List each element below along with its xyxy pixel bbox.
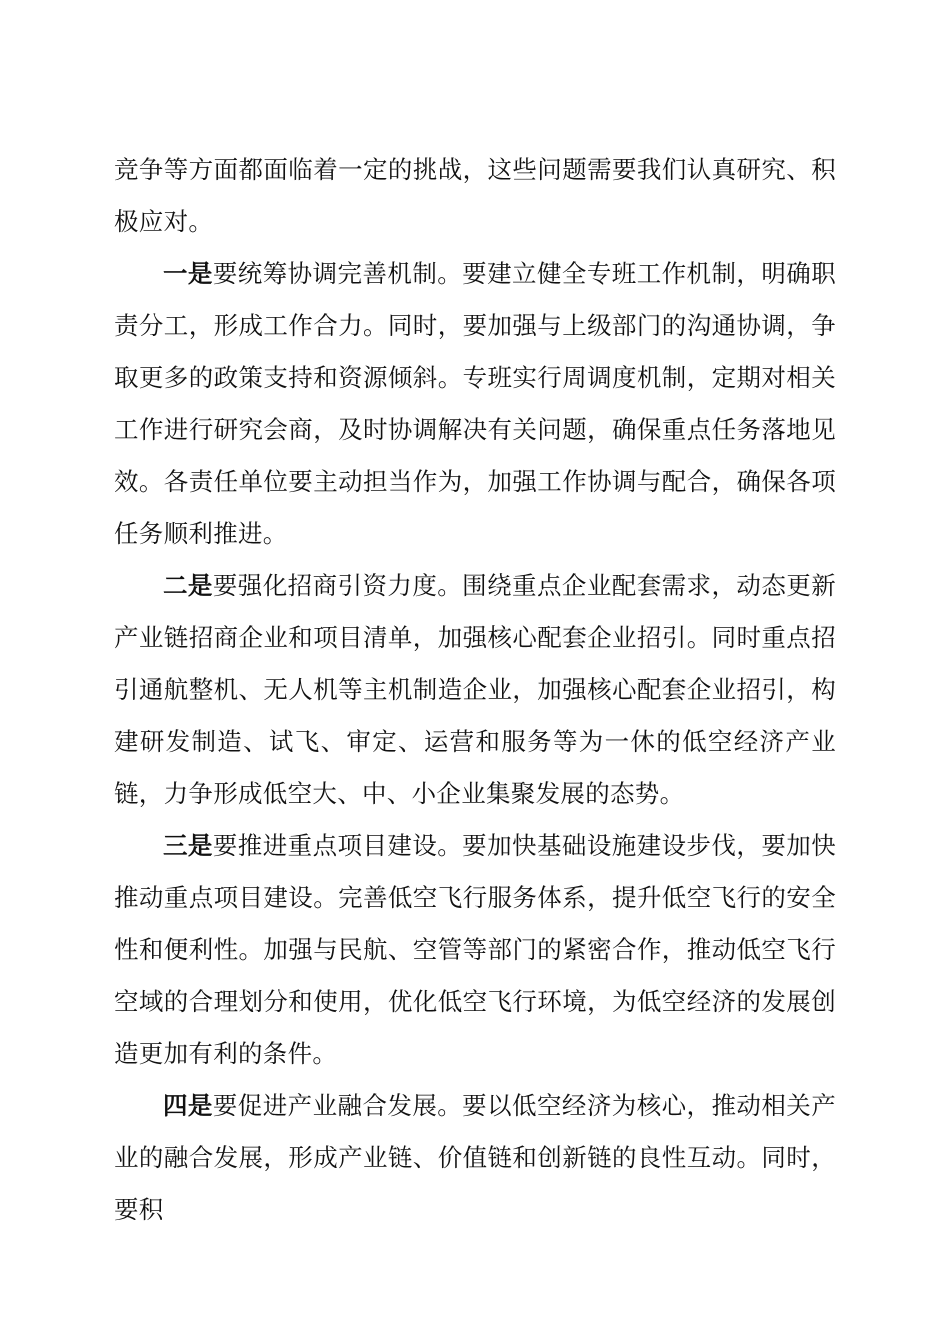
paragraph-lead: 四是	[163, 1091, 213, 1120]
paragraph-text: 要推进重点项目建设。要加快基础设施建设步伐，要加快推动重点项目建设。完善低空飞行服务体系，提升低空飞行的安全性和便利性。加强与民航、空管等部门的紧密合作，推动低空飞行空域的合理划分和使用，优化低空飞行环境，为低空经济的发展创造更加有利的条件。	[114, 831, 837, 1068]
document-page	[114, 144, 836, 1236]
paragraph-point-1	[114, 248, 836, 560]
paragraph-text: 要促进产业融合发展。要以低空经济为核心，推动相关产业的融合发展，形成产业链、价值链和创新链的良性互动。同时，要积	[114, 1091, 837, 1224]
paragraph-text: 竞争等方面都面临着一定的挑战，这些问题需要我们认真研究、积极应对。	[114, 155, 836, 236]
paragraph-text: 要强化招商引资力度。围绕重点企业配套需求，动态更新产业链招商企业和项目清单，加强核心配套企业招引。同时重点招引通航整机、无人机等主机制造企业，加强核心配套企业招引，构建研发制造、试飞、审定、运营和服务等为一休的低空经济产业链，力争形成低空大、中、小企业集聚发展的态势。	[114, 571, 837, 808]
paragraph-lead: 二是	[163, 571, 213, 600]
paragraph-point-4	[114, 1080, 836, 1236]
paragraph-lead: 三是	[163, 831, 213, 860]
paragraph-intro	[114, 144, 836, 248]
paragraph-point-2	[114, 560, 836, 820]
paragraph-lead: 一是	[163, 259, 213, 288]
paragraph-text: 要统筹协调完善机制。要建立健全专班工作机制，明确职责分工，形成工作合力。同时，要加强与上级部门的沟通协调，争取更多的政策支持和资源倾斜。专班实行周调度机制，定期对相关工作进行研究会商，及时协调解决有关问题，确保重点任务落地见效。各责任单位要主动担当作为，加强工作协调与配合，确保各项任务顺利推进。	[114, 259, 837, 548]
paragraph-point-3	[114, 820, 836, 1080]
